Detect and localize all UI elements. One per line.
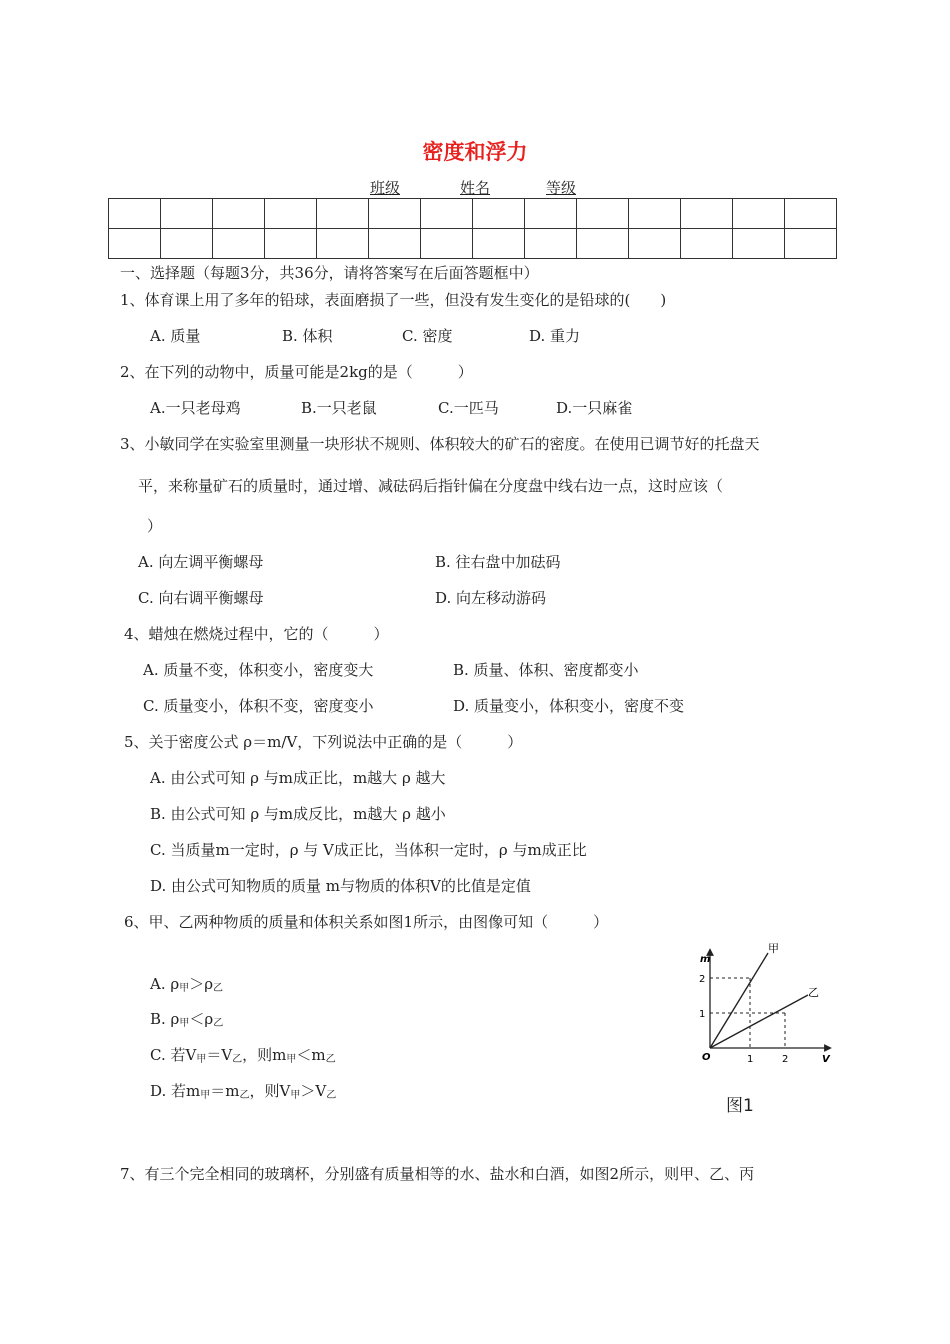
answer-cell[interactable] [265, 229, 317, 259]
q3-stem-line3: ） [147, 517, 163, 535]
q1-option-d: D. 重力 [529, 327, 581, 345]
q2-option-a: A.一只老母鸡 [150, 399, 241, 417]
label-yi: 乙 [808, 986, 819, 999]
section-title: 一、选择题（每题3分，共36分，请将答案写在后面答题框中） [120, 264, 539, 282]
q2-option-b: B.一只老鼠 [301, 399, 377, 417]
answer-cell[interactable] [161, 199, 213, 229]
q6-a-sub-jia: 甲 [179, 983, 190, 994]
q4-option-b: B. 质量、体积、密度都变小 [453, 661, 639, 679]
q6-c-sub-jia2: 甲 [286, 1054, 297, 1065]
q3-stem-line2: 平，来称量矿石的质量时，通过增、减砝码后指针偏在分度盘中线右边一点，这时应该（ [138, 477, 724, 495]
q6-d-sub-jia1: 甲 [200, 1090, 211, 1101]
answer-cell[interactable] [785, 199, 837, 229]
q6-stem: 6、甲、乙两种物质的质量和体积关系如图1所示，由图像可知（ ） [124, 913, 609, 931]
answer-grid [108, 198, 837, 259]
grade-label: 等级 [546, 179, 577, 197]
q6-d-eq: ＝m [210, 1082, 240, 1100]
q6-d-sub-yi2: 乙 [326, 1090, 337, 1101]
q6-c-lt: ＜m [296, 1046, 326, 1064]
q1-stem: 1、体育课上用了多年的铅球，表面磨损了一些，但没有发生变化的是铅球的( ) [120, 291, 667, 309]
q4-option-d: D. 质量变小，体积变小，密度不变 [453, 697, 685, 715]
q6-d-prefix: D. 若m [150, 1082, 201, 1100]
q2-stem: 2、在下列的动物中，质量可能是2kg的是（ ） [120, 363, 473, 381]
q6-a-prefix: A. ρ [150, 975, 180, 993]
tick-y1: 1 [699, 1009, 706, 1020]
q1-option-b: B. 体积 [282, 327, 333, 345]
tick-x2: 2 [782, 1054, 789, 1065]
student-info-line [370, 177, 586, 198]
answer-cell[interactable] [629, 229, 681, 259]
q5-stem: 5、关于密度公式 ρ＝m/V，下列说法中正确的是（ ） [124, 733, 523, 751]
answer-cell[interactable] [109, 229, 161, 259]
line-jia [710, 953, 768, 1048]
tick-x1: 1 [747, 1054, 754, 1065]
answer-grid-row [109, 229, 837, 259]
class-label: 班级 [370, 179, 401, 197]
answer-cell[interactable] [473, 199, 525, 229]
answer-cell[interactable] [213, 199, 265, 229]
answer-cell[interactable] [369, 199, 421, 229]
q6-d-mid: ，则V [249, 1082, 291, 1100]
q5-option-c: C. 当质量m一定时，ρ 与 V成正比，当体积一定时，ρ 与m成正比 [150, 841, 587, 859]
answer-cell[interactable] [317, 199, 369, 229]
answer-cell[interactable] [525, 199, 577, 229]
q6-c-mid: ，则m [242, 1046, 287, 1064]
q6-d-gt: ＞V [300, 1082, 327, 1100]
q3-option-a: A. 向左调平衡螺母 [138, 553, 264, 571]
q6-option-b [150, 1008, 223, 1029]
figure-1-caption: 图1 [726, 1096, 754, 1116]
q3-option-d: D. 向左移动游码 [435, 589, 547, 607]
q6-b-prefix: B. ρ [150, 1010, 180, 1028]
axis-x-label: V [822, 1054, 830, 1065]
answer-cell[interactable] [733, 229, 785, 259]
q6-b-sub-jia: 甲 [179, 1018, 190, 1029]
q5-option-d: D. 由公式可知物质的质量 m与物质的体积V的比值是定值 [150, 877, 531, 895]
page-title: 密度和浮力 [422, 140, 528, 164]
q7-stem: 7、有三个完全相同的玻璃杯，分别盛有质量相等的水、盐水和白酒，如图2所示，则甲、乙、丙 [120, 1165, 755, 1183]
figure-1-graph [690, 938, 840, 1068]
q4-stem: 4、蜡烛在燃烧过程中，它的（ ） [124, 625, 389, 643]
answer-cell[interactable] [785, 229, 837, 259]
origin-label: O [702, 1052, 711, 1063]
axis-y-label: m [700, 954, 711, 965]
q6-b-sub-yi: 乙 [213, 1018, 224, 1029]
answer-cell[interactable] [577, 229, 629, 259]
q5-option-b: B. 由公式可知 ρ 与m成反比，m越大 ρ 越小 [150, 805, 446, 823]
q3-stem-line1: 3、小敏同学在实验室里测量一块形状不规则、体积较大的矿石的密度。在使用已调节好的托盘天 [120, 435, 760, 453]
answer-cell[interactable] [213, 229, 265, 259]
answer-cell[interactable] [109, 199, 161, 229]
answer-cell[interactable] [525, 229, 577, 259]
answer-cell[interactable] [317, 229, 369, 259]
q6-d-sub-jia2: 甲 [290, 1090, 301, 1101]
q6-option-c [150, 1044, 336, 1065]
q6-a-gt: ＞ρ [189, 975, 214, 993]
q6-c-sub-jia1: 甲 [196, 1054, 207, 1065]
answer-cell[interactable] [681, 199, 733, 229]
q2-option-c: C.一匹马 [438, 399, 499, 417]
q1-option-c: C. 密度 [402, 327, 453, 345]
answer-cell[interactable] [421, 229, 473, 259]
tick-y2: 2 [699, 974, 706, 985]
answer-cell[interactable] [577, 199, 629, 229]
q3-option-b: B. 往右盘中加砝码 [435, 553, 561, 571]
label-jia: 甲 [768, 942, 779, 955]
q1-option-a: A. 质量 [150, 327, 201, 345]
q4-option-c: C. 质量变小，体积不变，密度变小 [143, 697, 374, 715]
answer-cell[interactable] [681, 229, 733, 259]
name-label: 姓名 [460, 179, 491, 197]
q4-option-a: A. 质量不变，体积变小，密度变大 [143, 661, 374, 679]
answer-cell[interactable] [265, 199, 317, 229]
q6-c-sub-yi1: 乙 [232, 1054, 243, 1065]
q2-option-d: D.一只麻雀 [556, 399, 633, 417]
line-yi [710, 995, 808, 1048]
q6-a-sub-yi: 乙 [213, 983, 224, 994]
q5-option-a: A. 由公式可知 ρ 与m成正比，m越大 ρ 越大 [150, 769, 446, 787]
answer-cell[interactable] [421, 199, 473, 229]
q6-option-a [150, 973, 223, 994]
answer-cell[interactable] [369, 229, 421, 259]
q6-b-lt: ＜ρ [189, 1010, 214, 1028]
answer-cell[interactable] [473, 229, 525, 259]
q6-d-sub-yi1: 乙 [239, 1090, 250, 1101]
q6-c-prefix: C. 若V [150, 1046, 197, 1064]
answer-grid-row [109, 199, 837, 229]
answer-cell[interactable] [161, 229, 213, 259]
answer-cell[interactable] [733, 199, 785, 229]
q6-c-eq: ＝V [206, 1046, 233, 1064]
q6-c-sub-yi2: 乙 [325, 1054, 336, 1065]
q3-option-c: C. 向右调平衡螺母 [138, 589, 264, 607]
answer-cell[interactable] [629, 199, 681, 229]
q6-option-d [150, 1080, 336, 1101]
